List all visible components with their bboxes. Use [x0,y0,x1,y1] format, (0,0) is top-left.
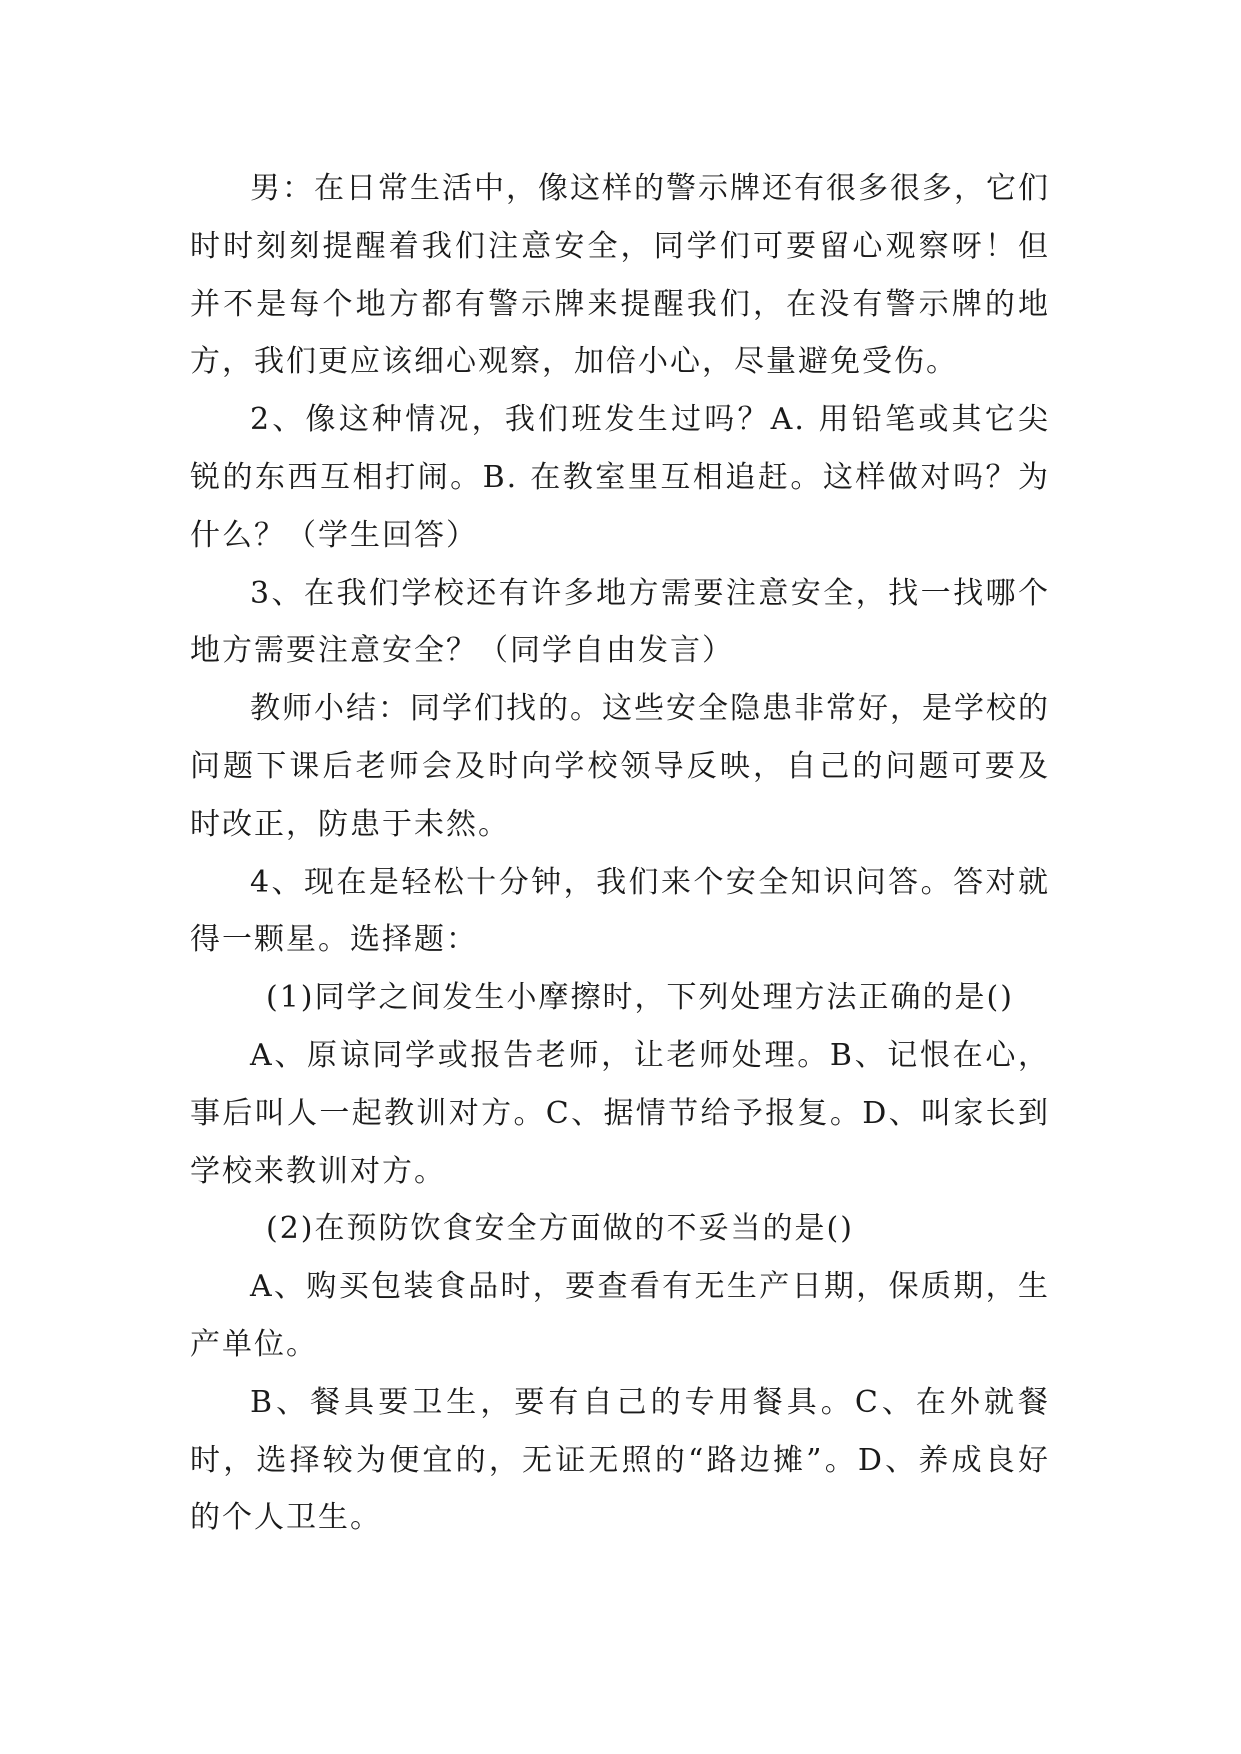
paragraph-teacher-summary: 教师小结：同学们找的。这些安全隐患非常好，是学校的问题下课后老师会及时向学校领导反映，自己的问题可要及时改正，防患于未然。 [190,691,1050,842]
paragraph-intro: 男：在日常生活中，像这样的警示牌还有很多很多，它们时时刻刻提醒着我们注意安全，同学们可要留心观察呀！但并不是每个地方都有警示牌来提醒我们，在没有警示牌的地方，我们更应该细心观察，加倍小心，尽量避免受伤。 [190,171,1050,380]
paragraph-quiz-options-2bcd: B、餐具要卫生，要有自己的专用餐具。C、在外就餐时，选择较为便宜的，无证无照的“路边摊”。D、养成良好的个人卫生。 [190,1384,1050,1536]
paragraph-question-3: 3、在我们学校还有许多地方需要注意安全，找一找哪个地方需要注意安全？（同学自由发言） [190,575,1050,669]
document-body [190,160,1050,1547]
paragraph-quiz-intro: 4、现在是轻松十分钟，我们来个安全知识问答。答对就得一颗星。选择题： [190,864,1050,958]
paragraph-quiz-item-1: (1)同学之间发生小摩擦时，下列处理方法正确的是() [266,980,1014,1016]
paragraph-quiz-options-1: A、原谅同学或报告老师，让老师处理。B、记恨在心，事后叫人一起教训对方。C、据情节给予报复。D、叫家长到学校来教训对方。 [190,1037,1050,1189]
paragraph-quiz-item-2: (2)在预防饮食安全方面做的不妥当的是() [266,1211,854,1247]
paragraph-question-2: 2、像这种情况，我们班发生过吗？A. 用铅笔或其它尖锐的东西互相打闹。B. 在教室里互相追赶。这样做对吗？为什么？（学生回答） [190,402,1050,553]
paragraph-quiz-option-2a: A、购买包装食品时，要查看有无生产日期，保质期，生产单位。 [190,1269,1050,1362]
